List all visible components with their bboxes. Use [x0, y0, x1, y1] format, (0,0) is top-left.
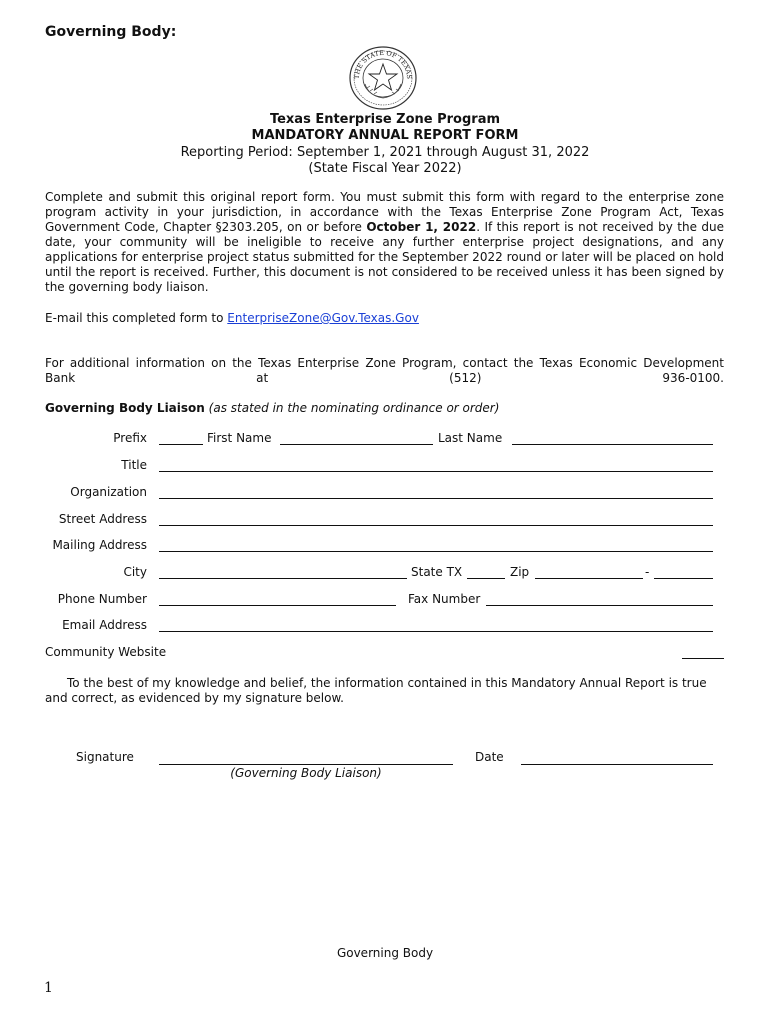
form-title: MANDATORY ANNUAL REPORT FORM	[251, 128, 519, 143]
state-field[interactable]	[467, 578, 505, 579]
organization-field[interactable]	[159, 498, 713, 499]
texas-seal-icon	[347, 44, 419, 112]
city-label: City	[123, 565, 147, 579]
phone-field[interactable]	[159, 605, 396, 606]
city-field[interactable]	[159, 578, 407, 579]
email-instruction	[45, 311, 419, 326]
seal-text: THE STATE OF TEXAS	[352, 48, 414, 80]
liaison-note: (as stated in the nominating ordinance or order)	[208, 401, 500, 415]
last-name-field[interactable]	[512, 444, 713, 445]
certification-text: To the best of my knowledge and belief, the information contained in this Mandatory Annual Report is true and correct, as evidenced by my signature below.	[45, 676, 707, 705]
contact-paragraph: For additional information on the Texas Enterprise Zone Program, contact the Texas Economic Development Bank at (512) 936-0100.	[45, 356, 724, 385]
email-address-field[interactable]	[159, 631, 713, 632]
signature-field[interactable]	[159, 764, 453, 765]
liaison-heading-row	[45, 401, 499, 416]
zip-field[interactable]	[535, 578, 643, 579]
email-link[interactable]: EnterpriseZone@Gov.Texas.Gov	[227, 311, 419, 325]
reporting-period: Reporting Period: September 1, 2021 through August 31, 2022	[180, 145, 590, 160]
date-label: Date	[475, 750, 504, 764]
website-field[interactable]	[682, 658, 724, 659]
date-field[interactable]	[521, 764, 713, 765]
program-title: Texas Enterprise Zone Program	[269, 112, 501, 127]
website-label: Community Website	[45, 645, 167, 659]
header-label: Governing Body:	[45, 24, 177, 40]
zip-label: Zip	[510, 565, 530, 579]
intro-part1: Complete and submit this original report form. You must submit this form with regard to the enterprise zone program activity in your jurisdiction, in accordance with the Texas Enterprise Zone Program Act, Texas Government Code, Chapter §2303.205, on or before	[45, 190, 724, 234]
liaison-heading: Governing Body Liaison	[45, 401, 205, 415]
last-name-label: Last Name	[438, 431, 503, 445]
page-number: 1	[44, 980, 53, 996]
fax-label: Fax Number	[408, 592, 481, 606]
deadline: October 1, 2022	[366, 220, 477, 234]
intro-paragraph	[45, 190, 724, 295]
signature-caption: (Governing Body Liaison)	[230, 766, 382, 780]
zip-ext-field[interactable]	[654, 578, 713, 579]
mailing-address-field[interactable]	[159, 551, 713, 552]
fiscal-year: (State Fiscal Year 2022)	[308, 161, 462, 176]
intro-part2: . If this report is not received by the due date, your community will be ineligible to receive any further enterprise project designations, and any applications for enterprise project status submitted for the September 2022 round or later will be placed on hold until the report is received. Further, this document is not considered to be received unless it has been signed by the governing body liaison.	[45, 220, 725, 294]
organization-label: Organization	[70, 485, 147, 499]
footer-text: Governing Body	[336, 946, 434, 960]
street-address-label: Street Address	[58, 512, 147, 526]
signature-label: Signature	[76, 750, 134, 764]
fax-field[interactable]	[486, 605, 713, 606]
title-label: Title	[121, 458, 147, 472]
street-address-field[interactable]	[159, 525, 713, 526]
email-address-label: Email Address	[62, 618, 147, 632]
state-label: State TX	[411, 565, 463, 579]
title-field[interactable]	[159, 471, 713, 472]
prefix-field[interactable]	[159, 444, 203, 445]
phone-label: Phone Number	[57, 592, 147, 606]
prefix-label: Prefix	[113, 431, 147, 445]
email-instruction-text: E-mail this completed form to	[45, 311, 228, 325]
mailing-address-label: Mailing Address	[52, 538, 147, 552]
first-name-label: First Name	[207, 431, 272, 445]
zip-separator: -	[645, 565, 650, 579]
first-name-field[interactable]	[280, 444, 433, 445]
